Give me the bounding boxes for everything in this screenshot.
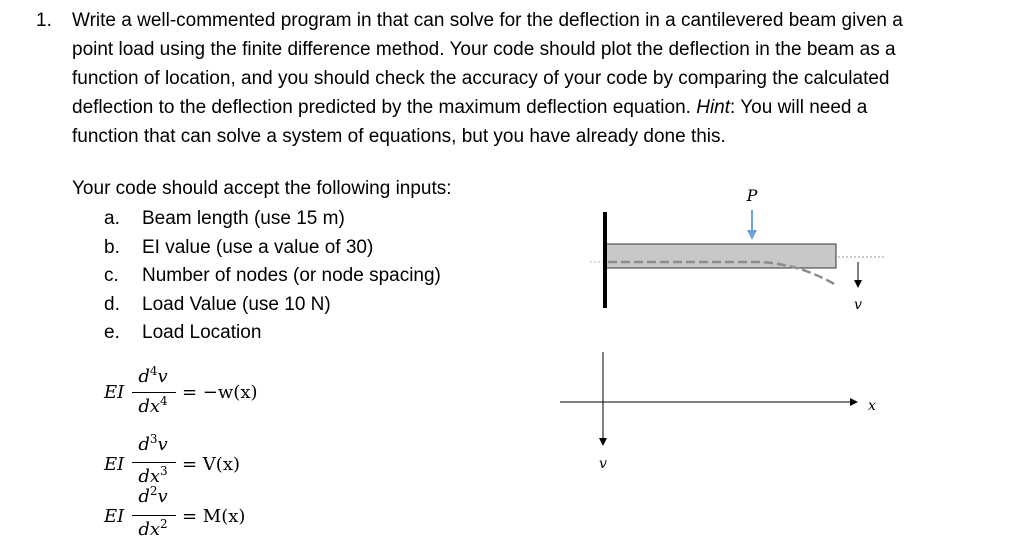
- hint-label: Hint: [696, 97, 731, 118]
- numerator-base: d: [138, 434, 150, 455]
- fixed-support-wall: [603, 212, 607, 308]
- question-line-5: function that can solve a system of equations, but you have already done this.: [72, 126, 726, 147]
- beam: [606, 244, 836, 268]
- question-line-2: point load using the finite difference method. Your code should plot the deflection in the beam as a: [72, 39, 896, 60]
- list-item-text: Load Value (use 10 N): [142, 293, 331, 315]
- x-axis-label: x: [868, 398, 876, 414]
- numerator-exponent: 4: [149, 364, 158, 378]
- question-number: 1.: [36, 10, 52, 31]
- list-marker: a.: [104, 208, 120, 229]
- deflection-label: v: [854, 297, 862, 313]
- equation-lhs: EI: [104, 454, 125, 475]
- numerator-variable: v: [157, 366, 168, 387]
- numerator-base: d: [138, 486, 150, 507]
- numerator-exponent: 3: [149, 432, 158, 446]
- list-item-text: Number of nodes (or node spacing): [142, 265, 441, 287]
- list-marker: d.: [104, 293, 120, 315]
- question-line-1: Write a well-commented program in that can solve for the deflection in a cantilevered beam given a: [72, 10, 903, 31]
- question-line-3: function of location, and you should check the accuracy of your code by comparing the calculated: [72, 68, 890, 89]
- equation-lhs: EI: [104, 382, 125, 403]
- numerator-base: d: [138, 366, 150, 387]
- denominator-base: dx: [138, 519, 161, 540]
- v-axis-label: v: [599, 456, 607, 472]
- numerator-exponent: 2: [149, 484, 158, 498]
- equation-rhs: = M(x): [182, 506, 246, 527]
- denominator-base: dx: [138, 466, 161, 487]
- inputs-intro: Your code should accept the following inputs:: [72, 178, 452, 199]
- denominator-exponent: 3: [160, 464, 168, 478]
- hint-text: : You will need a: [730, 97, 868, 118]
- denominator-base: dx: [138, 396, 161, 417]
- denominator-exponent: 4: [160, 394, 168, 408]
- equation-rhs: = V(x): [182, 454, 240, 475]
- list-marker: e.: [104, 322, 120, 344]
- list-marker: b.: [104, 236, 120, 258]
- list-item-text: Beam length (use 15 m): [142, 208, 345, 229]
- equation-rhs: = −w(x): [182, 382, 258, 403]
- load-label: P: [746, 186, 758, 205]
- list-item-text: EI value (use a value of 30): [142, 236, 374, 258]
- denominator-exponent: 2: [160, 517, 168, 531]
- numerator-variable: v: [157, 486, 168, 507]
- list-item-text: Load Location: [142, 322, 262, 344]
- numerator-variable: v: [157, 434, 168, 455]
- question-line-4-text: deflection to the deflection predicted by the maximum deflection equation.: [72, 97, 691, 118]
- list-marker: c.: [104, 265, 119, 287]
- equation-lhs: EI: [104, 506, 125, 527]
